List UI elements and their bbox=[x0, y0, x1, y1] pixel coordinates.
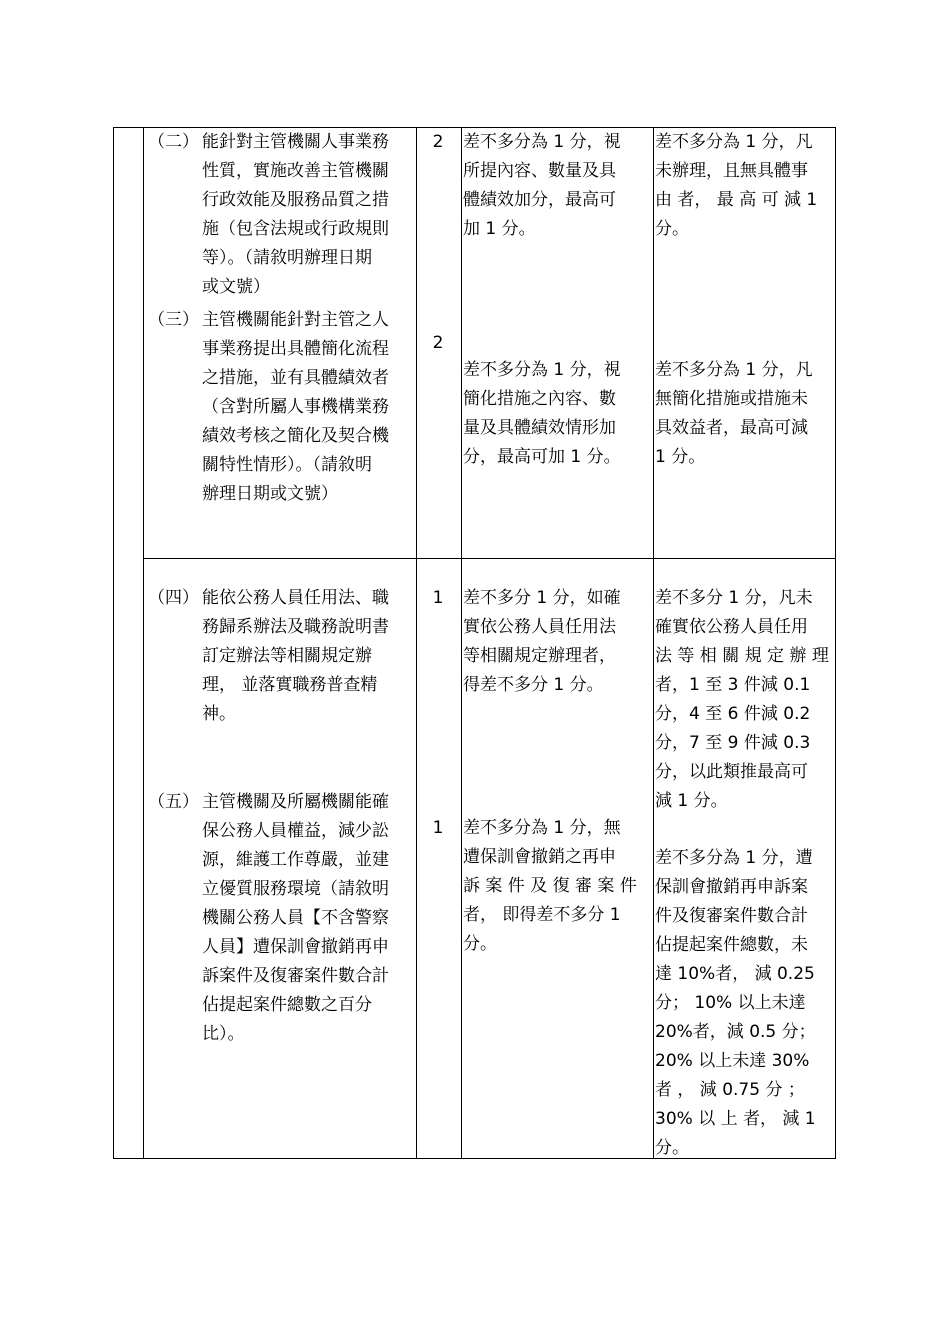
item-score: 1 bbox=[432, 588, 444, 608]
item-marker: （四） bbox=[148, 588, 199, 608]
item-description: 能針對主管機關人事業務 性質，實施改善主管機關 行政效能及服務品質之措 施（包含法規或行政規則 等）。（請敘明辦理日期 或文號） bbox=[202, 132, 389, 297]
minus-criteria: 差不多分 1 分，凡未 確實依公務人員任用 法 等 相 關 規 定 辦 理 者，1 至 3 件減 0.1 分，4 至 6 件減 0.2 分，7 至 9 件減 0.3 分，以此類推最高可 減 1 分。 bbox=[655, 588, 829, 811]
item-marker: （五） bbox=[148, 792, 199, 812]
minus-criteria: 差不多分為 1 分，凡 無簡化措施或措施未 具效益者，最高可減 1 分。 bbox=[655, 360, 813, 467]
item-score: 2 bbox=[432, 132, 444, 152]
row-divider bbox=[143, 558, 835, 559]
item-marker: （三） bbox=[148, 310, 199, 330]
item-description: 主管機關能針對主管之人 事業務提出具體簡化流程 之措施，並有具體績效者 （含對所屬人事機構業務 績效考核之簡化及契合機 關特性情形）。（請敘明 辦理日期或文號） bbox=[202, 310, 389, 504]
item-description: 主管機關及所屬機關能確 保公務人員權益，減少訟 源，維護工作尊嚴，並建 立優質服務環境（請敘明 機關公務人員【不含警察 人員】遭保訓會撤銷再申 訴案件及復審案件數合計 佔提起案件總數之百分 比）。 bbox=[202, 792, 389, 1044]
item-score: 2 bbox=[432, 333, 444, 353]
plus-criteria: 差不多分為 1 分，無 遭保訓會撤銷之再申 訴 案 件 及 復 審 案 件 者， 即得差不多分 1 分。 bbox=[463, 818, 637, 954]
minus-criteria: 差不多分為 1 分，凡 未辦理，且無具體事 由 者， 最 高 可 減 1 分。 bbox=[655, 132, 818, 239]
column-divider-1 bbox=[143, 128, 144, 1158]
item-score: 1 bbox=[432, 818, 444, 838]
evaluation-table bbox=[113, 127, 836, 1159]
plus-criteria: 差不多分 1 分，如確 實依公務人員任用法 等相關規定辦理者， 得差不多分 1 分。 bbox=[463, 588, 621, 695]
column-divider-2 bbox=[416, 128, 417, 1158]
plus-criteria: 差不多分為 1 分，視 所提內容、數量及具 體績效加分，最高可 加 1 分。 bbox=[463, 132, 621, 239]
item-description: 能依公務人員任用法、職 務歸系辦法及職務說明書 訂定辦法等相關規定辦 理， 並落實職務普查精 神。 bbox=[202, 588, 389, 724]
column-divider-3 bbox=[461, 128, 462, 1158]
minus-criteria: 差不多分為 1 分，遭 保訓會撤銷再申訴案 件及復審案件數合計 佔提起案件總數，未 達 10%者， 減 0.25 分； 10% 以上未達 20%者，減 0.5 分； 20% 以上未達 30% 者 ， 減 0.75 分 ； 30% 以 上 者， 減 1 分。 bbox=[655, 848, 816, 1158]
item-marker: （二） bbox=[148, 132, 199, 152]
column-divider-4 bbox=[653, 128, 654, 1158]
plus-criteria: 差不多分為 1 分，視 簡化措施之內容、數 量及具體績效情形加 分，最高可加 1 分。 bbox=[463, 360, 621, 467]
